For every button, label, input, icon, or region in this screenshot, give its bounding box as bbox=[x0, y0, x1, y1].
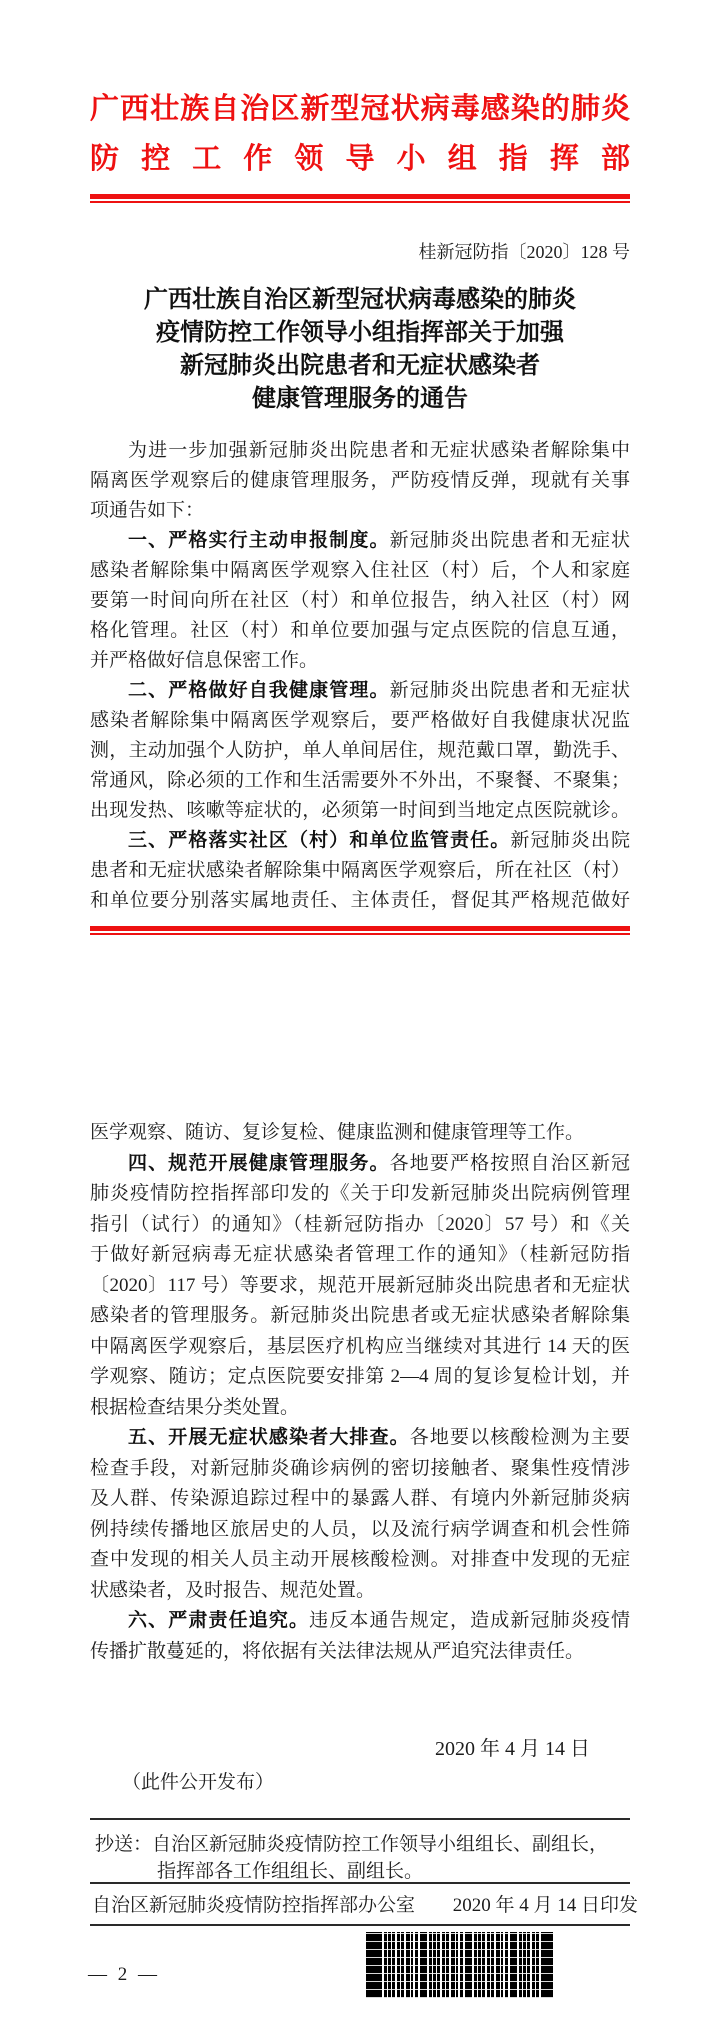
pdf417-barcode-icon bbox=[366, 1932, 553, 1998]
cc-recipients-line1: 自治区新冠肺炎疫情防控工作领导小组组长、副组长， bbox=[152, 1834, 609, 1855]
body-line: 例持续传播地区旅居史的人员，以及流行病学调查和机会性筛 bbox=[90, 1518, 630, 1540]
body-line: 中隔离医学观察后，基层医疗机构应当继续对其进行 14 天的医 bbox=[90, 1335, 630, 1357]
body-line: 〔2020〕117 号）等要求，规范开展新冠肺炎出院患者和无症状 bbox=[90, 1274, 630, 1296]
footer-divider-bottom bbox=[90, 1924, 630, 1926]
title-line: 广西壮族自治区新型冠状病毒感染的肺炎 bbox=[144, 287, 576, 313]
body-line: 及人群、传染源追踪过程中的暴露人群、有境内外新冠肺炎病 bbox=[90, 1488, 630, 1509]
body-line: 项通告如下： bbox=[90, 500, 205, 521]
document-title bbox=[90, 284, 630, 416]
body-line: 格化管理。社区（村）和单位要加强与定点医院的信息互通， bbox=[90, 620, 630, 641]
body-line: 患者和无症状感染者解除集中隔离医学观察后，所在社区（村） bbox=[90, 860, 630, 881]
body-line: 指引（试行）的通知》（桂新冠防指办〔2020〕57 号）和《关 bbox=[90, 1213, 630, 1235]
body-line: 和单位要分别落实属地责任、主体责任，督促其严格规范做好 bbox=[90, 890, 630, 911]
issuing-org-line2: 防控工作领导小组指挥部 bbox=[90, 143, 630, 175]
body-line-section-start: 五、开展无症状感染者大排查。各地要以核酸检测为主要 bbox=[128, 1427, 630, 1448]
title-line: 疫情防控工作领导小组指挥部关于加强 bbox=[156, 320, 564, 346]
section-heading: 一、严格实行主动申报制度。 bbox=[128, 530, 390, 551]
cc-label: 抄送： bbox=[95, 1834, 153, 1855]
print-date: 2020 年 4 月 14 日印发 bbox=[452, 1895, 638, 1916]
section-heading: 五、开展无症状感染者大排查。 bbox=[128, 1427, 410, 1448]
body-line: 传播扩散蔓延的，将依据有关法律法规从严追究法律责任。 bbox=[90, 1640, 585, 1662]
body-line-section-start: 四、规范开展健康管理服务。各地要严格按照自治区新冠 bbox=[128, 1152, 630, 1174]
body-line-section-start: 六、严肃责任追究。违反本通告规定，造成新冠肺炎疫情 bbox=[128, 1610, 630, 1631]
printing-info-row bbox=[92, 1893, 638, 1918]
body-line: 测，主动加强个人防护，单人单间居住，规范戴口罩，勤洗手、 bbox=[90, 740, 630, 761]
section-heading: 四、规范开展健康管理服务。 bbox=[128, 1152, 390, 1174]
cc-line bbox=[95, 1831, 630, 1858]
title-line: 新冠肺炎出院患者和无症状感染者 bbox=[180, 353, 540, 379]
body-text-page1 bbox=[90, 436, 630, 916]
body-line: 隔离医学观察后的健康管理服务，严防疫情反弹，现就有关事 bbox=[90, 470, 630, 491]
body-line: 感染者解除集中隔离医学观察入住社区（村）后，个人和家庭 bbox=[90, 560, 630, 581]
body-line: 为进一步加强新冠肺炎出院患者和无症状感染者解除集中 bbox=[128, 440, 630, 461]
body-line: 查中发现的相关人员主动开展核酸检测。对排查中发现的无症 bbox=[90, 1549, 630, 1570]
letterhead-red-divider bbox=[90, 194, 630, 203]
letterhead bbox=[90, 86, 630, 182]
body-line: 检查手段，对新冠肺炎确诊病例的密切接触者、聚集性疫情涉 bbox=[90, 1457, 630, 1479]
body-line: 感染者的管理服务。新冠肺炎出院患者或无症状感染者解除集 bbox=[90, 1305, 630, 1326]
body-line: 常通风，除必须的工作和生活需要外不外出，不聚餐、不聚集； bbox=[90, 770, 630, 791]
footer-divider-middle bbox=[90, 1882, 630, 1884]
issuing-org-line1: 广西壮族自治区新型冠状病毒感染的肺炎 bbox=[90, 93, 630, 125]
body-line: 并严格做好信息保密工作。 bbox=[90, 650, 319, 671]
section-heading: 二、严格做好自我健康管理。 bbox=[128, 680, 390, 701]
body-line: 学观察、随访；定点医院要安排第 2—4 周的复诊复检计划，并 bbox=[90, 1366, 630, 1387]
body-line-section-start: 三、严格落实社区（村）和单位监管责任。新冠肺炎出院 bbox=[128, 830, 630, 851]
printing-office: 自治区新冠肺炎疫情防控指挥部办公室 bbox=[92, 1895, 416, 1916]
document-number: 桂新冠防指〔2020〕128 号 bbox=[418, 242, 630, 262]
body-line: 状感染者，及时报告、规范处置。 bbox=[90, 1579, 376, 1601]
issue-date: 2020 年 4 月 14 日 bbox=[435, 1738, 590, 1760]
body-line: 肺炎疫情防控指挥部印发的《关于印发新冠肺炎出院病例管理 bbox=[90, 1183, 630, 1204]
page-break-red-divider bbox=[90, 926, 630, 935]
body-line: 要第一时间向所在社区（村）和单位报告，纳入社区（村）网 bbox=[90, 590, 630, 611]
page-number: — 2 — bbox=[88, 1964, 160, 1985]
cc-block bbox=[95, 1831, 630, 1885]
body-line-section-start: 一、严格实行主动申报制度。新冠肺炎出院患者和无症状 bbox=[128, 530, 630, 551]
cc-divider-top bbox=[90, 1818, 630, 1820]
body-line: 感染者解除集中隔离医学观察后，要严格做好自我健康状况监 bbox=[90, 710, 630, 731]
title-line: 健康管理服务的通告 bbox=[252, 386, 468, 412]
section-heading: 六、严肃责任追究。 bbox=[128, 1610, 310, 1631]
body-line-section-start: 二、严格做好自我健康管理。新冠肺炎出院患者和无症状 bbox=[128, 680, 630, 701]
body-line: 出现发热、咳嗽等症状的，必须第一时间到当地定点医院就诊。 bbox=[90, 800, 630, 821]
section-heading: 三、严格落实社区（村）和单位监管责任。 bbox=[128, 830, 511, 851]
body-line: 医学观察、随访、复诊复检、健康监测和健康管理等工作。 bbox=[90, 1122, 585, 1143]
body-line: 根据检查结果分类处置。 bbox=[90, 1396, 300, 1418]
cc-recipients-line2: 指挥部各工作组组长、副组长。 bbox=[157, 1861, 424, 1882]
public-release-note: （此件公开发布） bbox=[122, 1772, 275, 1793]
body-line: 于做好新冠病毒无症状感染者管理工作的通知》（桂新冠防指 bbox=[90, 1244, 630, 1265]
body-text-page2 bbox=[90, 1118, 630, 1667]
